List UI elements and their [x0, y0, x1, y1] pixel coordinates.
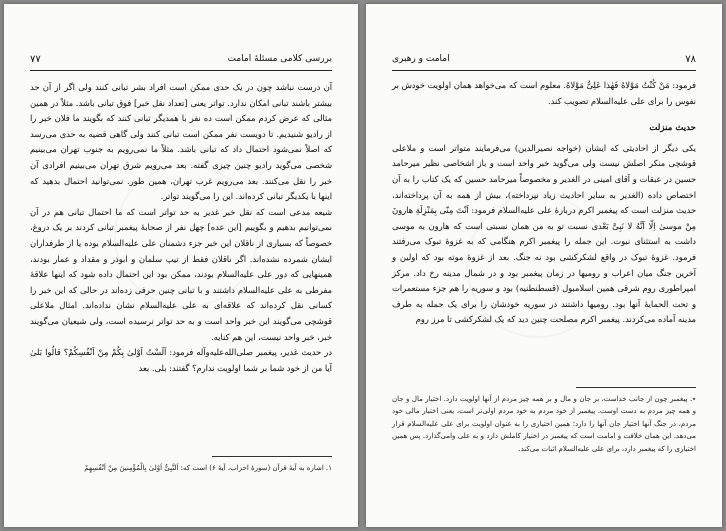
- page-body: [30, 80, 332, 376]
- paragraph: در حدیث غدیر، پیغمبر صلی‌الله‌علیه‌وآله فرمود: اَلَسْتُ اَوْلیٰ بِکُمْ مِنْ اَنْفُسِکُمْ؟ قالُوا بَلیٰ آیا من از خود شما بر شما اولویت ندارم؟ گفتند: بلی. بعد: [30, 347, 332, 373]
- header-rule: [30, 70, 332, 71]
- footnote: ٭. پیغمبر چون از جانب خداست، بر جان و مال و بر همه چیز مردم از آنها اولویت دارد. اختیار مال و جان و همه چیز مردم به دست اوست. پیغمبر از خود مردم به خود مردم اولی‌تر است، یعنی اختیار مالی خود مردم، در جنگ آنها اختیار جان آنها را دارد؛ همین اختیاری را به عنوان اولویت برای علی علیه‌السلام قرار می‌دهد. این همان خلافت و امامت است که پیغمبر در اختیار کاملش دارد و به علی وامی‌گذارد. پس همین اختیاری را که پیغمبر دارد، برای علی علیه‌السلام اثبات می‌کند.: [392, 395, 696, 453]
- page-body: [392, 78, 696, 328]
- section-heading: حدیث منزلت: [649, 123, 696, 134]
- page-header: [392, 54, 696, 68]
- footnote-rule: [576, 387, 696, 388]
- page-header: [30, 54, 332, 68]
- footnote-rule: [212, 456, 332, 457]
- intro-paragraph: فرمود: مَنْ کُنْتُ مَوْلاهُ فَهٰذا عَلِیٌّ مَوْلاهُ. معلوم است که می‌خواهد همان اولویت خودش بر نفوس را برای علی علیه‌السلام تصویب کند.: [392, 80, 696, 106]
- book-page-left: [4, 4, 358, 527]
- running-title: بررسی کلامی مسئلهٔ امامت: [227, 54, 332, 64]
- page-number: ٧٧: [30, 54, 41, 65]
- book-page-right: [366, 4, 722, 527]
- footnote: ١. اشاره به آیهٔ قرآن (سورهٔ احزاب، آیهٔ ۶) است که: اَلنَّبِیُّ اَوْلیٰ بِالْمُؤْمِنینَ مِنْ اَنْفُسِهِمْ: [84, 464, 332, 472]
- paragraph: شیعه مدعی است که نقل خبر غدیر به حد تواتر است که ما احتمال تبانی هم در آن نمی‌توانیم بدهیم و بگوییم [این عده] چهل نفر از صحابهٔ پیغمبر تبانی کردند بر یک دروغ، خصوصاً که بسیاری از ناقلان این خبر جزء دشمنان علی علیه‌السلام بوده یا از طرفداران ایشان شمرده نشده‌اند. اگر ناقلان فقط از تیپ سلمان و ابوذر و مقداد و عمار بودند، همینهایی که دور علی علیه‌السلام بودند، ممکن بود این احتمال داده شود که اینها علاقهٔ مفرطی به علی علیه‌السلام داشتند و با تبانی چنین حرفی زده‌اند در حالی که این خبر را کسانی نقل کرده‌اند که علاقه‌ای به علی علیه‌السلام نشان نداده‌اند. امثال ملاعلی قوشچی می‌گویند این خبر واحد است و به حد تواتر نرسیده است، ولی شیعیان می‌گویند خبر، خبر واحد نیست، این هم کنایه.: [30, 206, 332, 342]
- header-rule: [392, 70, 696, 71]
- paragraph: آن درست نباشد چون در یک حدی ممکن است افراد بشر تبانی کنند ولی اگر از آن حد بیشتر باشند تبانی امکان ندارد. تواتر یعنی [تعداد نقل خبر] فوق تبانی باشد. مثلاً در همین مثالی که عرض کردم ممکن است ده نفر با همدیگر تبانی کنند که بگویند ما فلان خبر را از رادیو شنیدیم. تا دویست نفر ممکن است تبانی کنند ولی گاهی قضیه به حدی می‌رسد که اصلاً نمی‌شود احتمال داد که تبانی باشد. مثلاً ما نمی‌رویم به جنوب تهران می‌بینیم شخصی می‌گوید رادیو چنین چیزی گفته. بعد می‌رویم شرق تهران می‌بینیم افرادی آن خبر را نقل می‌کنند. بعد می‌رویم غرب تهران، همین طور. نمی‌توانید احتمال بدهید که اینها با یکدیگر تبانی کرده‌اند. این را می‌گویند تواتر.: [30, 82, 332, 202]
- running-title: امامت و رهبری: [392, 54, 450, 64]
- paragraph: یکی دیگر از احادیثی که ایشان (خواجه نصیرالدین) می‌فرمایند متواتر است و ملاعلی قوشچی منکر اصلش نیست ولی می‌گوید خبر واحد است و باز اشخاصی نظیر میرحامد حسین در عبقات و آقای امینی در الغدیر و مخصوصاً میرحامد حسین که یک کتاب را به آن اختصاص داده (الغدیر به سایر احادیث زیاد نپرداخته)، بیش از همه به آن پرداخته‌اند، حدیث منزلت است که پیغمبر اکرم دربارهٔ علی علیه‌السلام فرمود: اَنْتَ مِنّی بِمَنْزِلَةِ هارونَ مِنْ موسیٰ اِلّا اَنَّهُ لا نَبِیَّ بَعْدی نسبت تو به من همان نسبتی است که هارون به موسی داشت به استثنای نبوت. این جمله را پیغمبر اکرم هنگامی که به غزوهٔ تبوک می‌رفتند فرمود. غزوهٔ تبوک در واقع لشکرکشی بود نه جنگ. بعد از غزوهٔ موته بود که اولین و آخرین جنگ میان اعراب و رومیها در زمان پیغمبر بود و در شمال مدینه رخ داد. مرکز امپراطوری روم شرقی همین اسلامبول (قسطنطنیه) بود و سوریه را هم جزء مستعمرات و تحت الحمایهٔ آنها بود. رومیها داشتند در سوریه خودشان را برای یک حمله به طرف مدینه آماده می‌کردند. پیغمبر اکرم مصلحت چنین دید که یک لشکرکشی تا مرز روم: [392, 142, 696, 325]
- page-number: ٧٨: [685, 54, 696, 65]
